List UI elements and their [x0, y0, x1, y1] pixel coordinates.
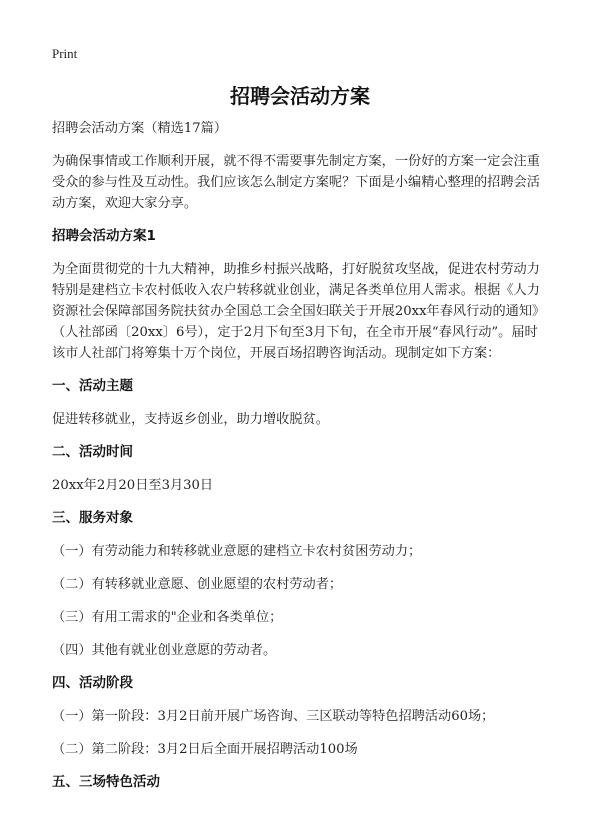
target-item: （一）有劳动能力和转移就业意愿的建档立卡农村贫困劳动力； — [52, 544, 422, 559]
section-heading: 招聘会活动方案1 — [52, 228, 156, 244]
heading-targets: 三、服务对象 — [52, 510, 133, 526]
target-item: （三）有用工需求的"企业和各类单位； — [52, 610, 283, 625]
stage-item: （二）第二阶段：3月2日后全面开展招聘活动100场 — [52, 742, 358, 757]
heading-stages: 四、活动阶段 — [52, 675, 133, 691]
heading-special-events: 五、三场特色活动 — [52, 774, 160, 790]
intro-paragraph: 为确保事情或工作顺利开展，就不得不需要事先制定方案，一份好的方案一定会注重受众的参与性及互动性。我们应该怎么制定方案呢？下面是小编精心整理的招聘会活动方案，欢迎大家分享。 — [52, 154, 540, 211]
target-item: （四）其他有就业创业意愿的劳动者。 — [52, 643, 277, 658]
section-body-paragraph: 为全面贯彻党的十九大精神，助推乡村振兴战略，打好脱贫攻坚战，促进农村劳动力特别是建档立卡农村低收入农户转移就业创业，满足各类单位用人需求。根据《人力资源社会保障部国务院扶贫办全国总工会全国妇联关于开展20xx年春风行动的通知》（人社部函〔20xx〕6号），定于2月下旬至3月下旬，在全市开展“春风行动”。届时该市人社部门将筹集十万个岗位，开展百场招聘咨询活动。现制定如下方案： — [52, 262, 546, 361]
heading-time: 二、活动时间 — [52, 444, 133, 460]
theme-text: 促进转移就业，支持返乡创业，助力增收脱贫。 — [52, 412, 329, 427]
subtitle: 招聘会活动方案（精选17篇） — [52, 121, 228, 136]
target-item: （二）有转移就业意愿、创业愿望的农村劳动者； — [52, 577, 343, 592]
page-title: 招聘会活动方案 — [230, 84, 370, 108]
print-link[interactable]: Print — [52, 46, 78, 61]
stage-item: （一）第一阶段：3月2日前开展广场咨询、三区联动等特色招聘活动60场； — [52, 709, 495, 724]
heading-theme: 一、活动主题 — [52, 378, 133, 394]
document-body — [52, 118, 550, 805]
time-text: 20xx年2月20日至3月30日 — [52, 478, 214, 493]
